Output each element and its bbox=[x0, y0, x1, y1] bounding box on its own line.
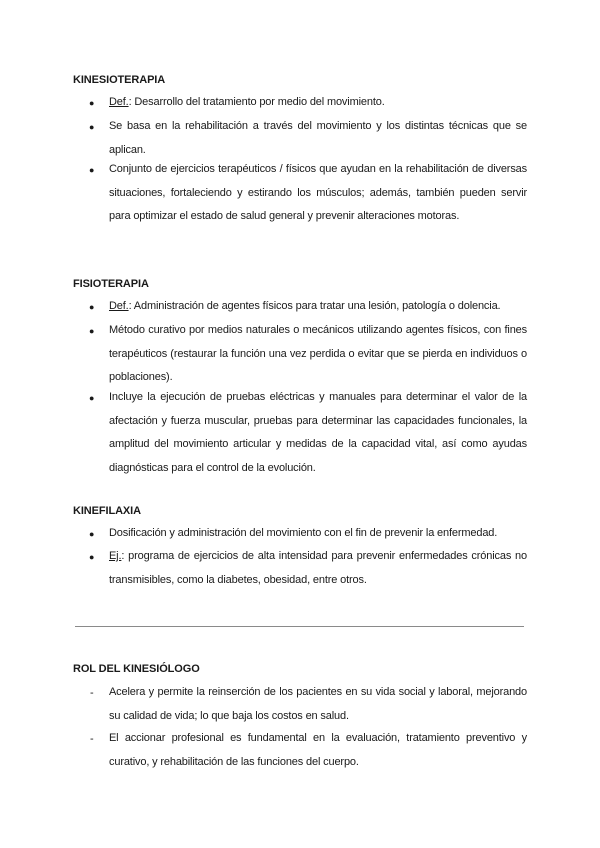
dash-marker: - bbox=[90, 687, 94, 699]
bullet-marker: ● bbox=[89, 552, 95, 562]
def-label: Def. bbox=[109, 96, 129, 108]
item-text bbox=[109, 91, 527, 115]
bullet-marker: ● bbox=[89, 122, 95, 132]
section-divider bbox=[75, 626, 524, 627]
item-text bbox=[109, 295, 527, 319]
item-text bbox=[109, 545, 527, 592]
bullet-marker: ● bbox=[89, 393, 95, 403]
def-label: Def. bbox=[109, 300, 129, 312]
heading-fisioterapia: FISIOTERAPIA bbox=[73, 278, 149, 290]
item-text: Conjunto de ejercicios terapéuticos / físicos que ayudan en la rehabilitación de diversas situaciones, fortaleciendo y estirando los músculos; además, también pueden servir para optimizar el estado de salud general y prevenir alteraciones motoras. bbox=[109, 163, 527, 223]
dash-marker: - bbox=[90, 733, 94, 745]
bullet-marker: ● bbox=[89, 529, 95, 539]
item-text: Dosificación y administración del movimiento con el fin de prevenir la enfermedad. bbox=[109, 527, 498, 539]
bullet-marker: ● bbox=[89, 302, 95, 312]
heading-kinefilaxia: KINEFILAXIA bbox=[73, 505, 141, 517]
item-body: : Desarrollo del tratamiento por medio del movimiento. bbox=[128, 96, 385, 108]
example-label: Ej. bbox=[109, 550, 122, 562]
item-text: Incluye la ejecución de pruebas eléctricas y manuales para determinar el valor de la afectación y fuerza muscular, pruebas para determinar las capacidades funcionales, la amplitud del movimiento articular y medidas de la capacidad vital, así como ayudas diagnósticas para el control de la evolución. bbox=[109, 391, 527, 474]
item-text: Acelera y permite la reinserción de los pacientes en su vida social y laboral, mejorando su calidad de vida; lo que baja los costos en salud. bbox=[109, 686, 527, 722]
heading-kinesioterapia: KINESIOTERAPIA bbox=[73, 74, 166, 86]
bullet-marker: ● bbox=[89, 326, 95, 336]
bullet-marker: ● bbox=[89, 98, 95, 108]
heading-rol-del-kinesiologo: ROL DEL KINESIÓLOGO bbox=[73, 663, 200, 675]
item-body: : programa de ejercicios de alta intensidad para prevenir enfermedades crónicas no transmisibles, como la diabetes, obesidad, entre otros. bbox=[109, 550, 527, 586]
bullet-marker: ● bbox=[89, 165, 95, 175]
item-text: El accionar profesional es fundamental en la evaluación, tratamiento preventivo y curativo, y rehabilitación de las funciones del cuerpo. bbox=[109, 732, 527, 768]
item-body: : Administración de agentes físicos para tratar una lesión, patología o dolencia. bbox=[128, 300, 501, 312]
item-text: Método curativo por medios naturales o mecánicos utilizando agentes físicos, con fines terapéuticos (restaurar la función una vez perdida o evitar que se pierda en individuos o poblaciones). bbox=[109, 324, 527, 384]
item-text: Se basa en la rehabilitación a través del movimiento y los distintas técnicas que se aplican. bbox=[109, 120, 527, 156]
